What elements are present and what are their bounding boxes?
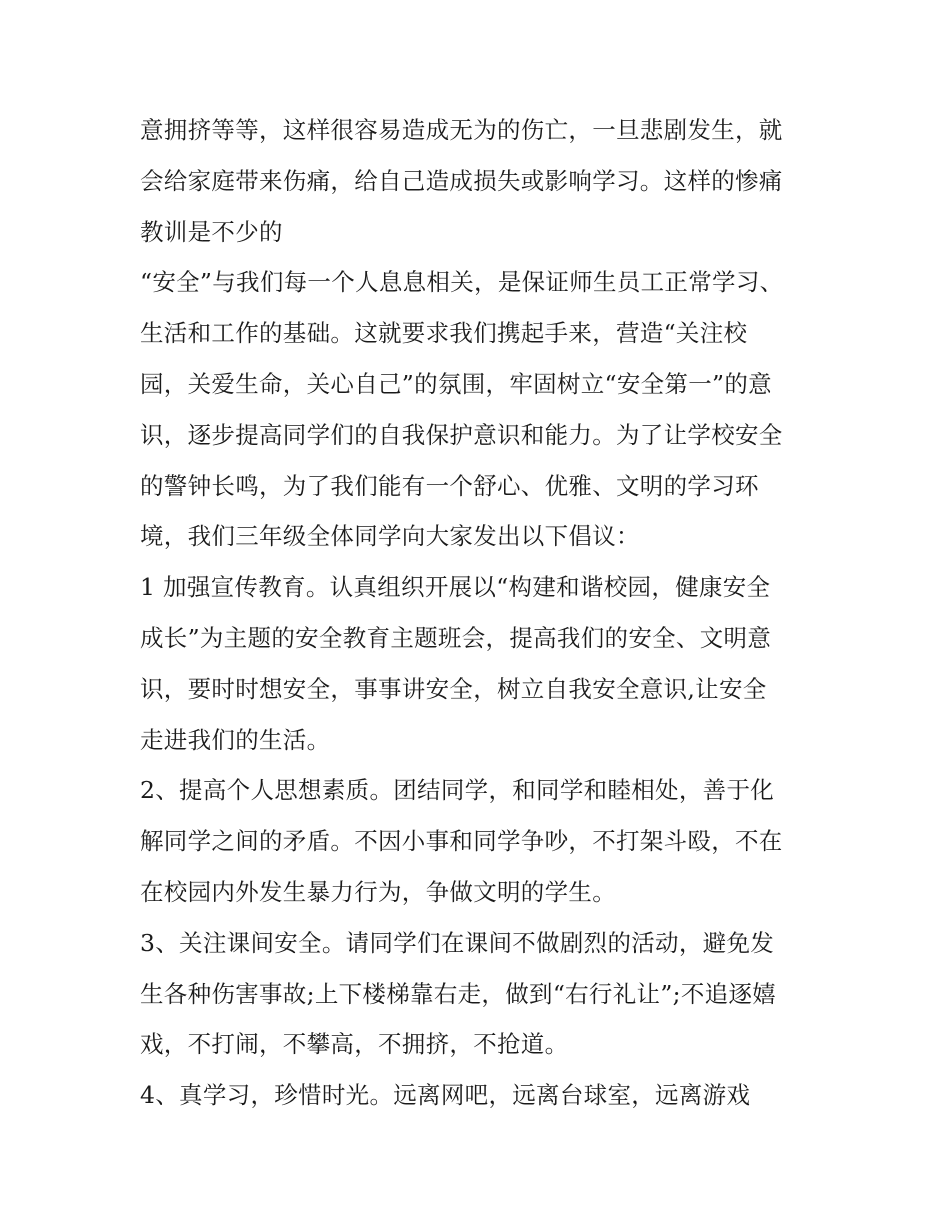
- text-line: “安全”与我们每一个人息息相关，是保证师生员工正常学习、: [140, 268, 784, 297]
- text-line: 生各种伤害事故;上下楼梯靠右走，做到“右行礼让”;不追逐嬉: [140, 979, 777, 1008]
- text-line: 1 加强宣传教育。认真组织开展以“构建和谐校园，健康安全: [140, 573, 771, 602]
- body-text: [140, 105, 820, 1121]
- text-line: 境，我们三年级全体同学向大家发出以下倡议：: [140, 522, 640, 551]
- text-line: 的警钟长鸣，为了我们能有一个舒心、优雅、文明的学习环: [140, 471, 759, 500]
- text-line: 戏，不打闹，不攀高，不拥挤，不抢道。: [140, 1030, 569, 1059]
- text-line: 意拥挤等等，这样很容易造成无为的伤亡，一旦悲剧发生，就: [140, 116, 783, 144]
- text-line: 识，要时时想安全，事事讲安全，树立自我安全意识,让安全: [140, 674, 767, 703]
- text-line: 生活和工作的基础。这就要求我们携起手来，营造“关注校: [140, 319, 748, 348]
- text-line: 识，逐步提高同学们的自我保护意识和能力。为了让学校安全: [140, 420, 783, 449]
- text-line: 会给家庭带来伤痛，给自己造成损失或影响学习。这样的惨痛: [140, 166, 783, 195]
- text-line: 4、真学习，珍惜时光。远离网吧，远离台球室，远离游戏: [140, 1081, 751, 1110]
- text-line: 园，关爱生命，关心自己”的氛围，牢固树立“安全第一”的意: [140, 369, 772, 398]
- text-line: 解同学之间的矛盾。不因小事和同学争吵，不打架斗殴，不在: [140, 827, 783, 856]
- text-line: 3、关注课间安全。请同学们在课间不做剧烈的活动，避免发: [140, 928, 775, 957]
- text-line: 在校园内外发生暴力行为，争做文明的学生。: [140, 877, 616, 906]
- text-line: 2、提高个人思想素质。团结同学，和同学和睦相处，善于化: [140, 776, 775, 805]
- text-line: 走进我们的生活。: [140, 725, 331, 754]
- text-line: 教训是不少的: [140, 217, 283, 246]
- text-line: 成长”为主题的安全教育主题班会，提高我们的安全、文明意: [140, 623, 772, 652]
